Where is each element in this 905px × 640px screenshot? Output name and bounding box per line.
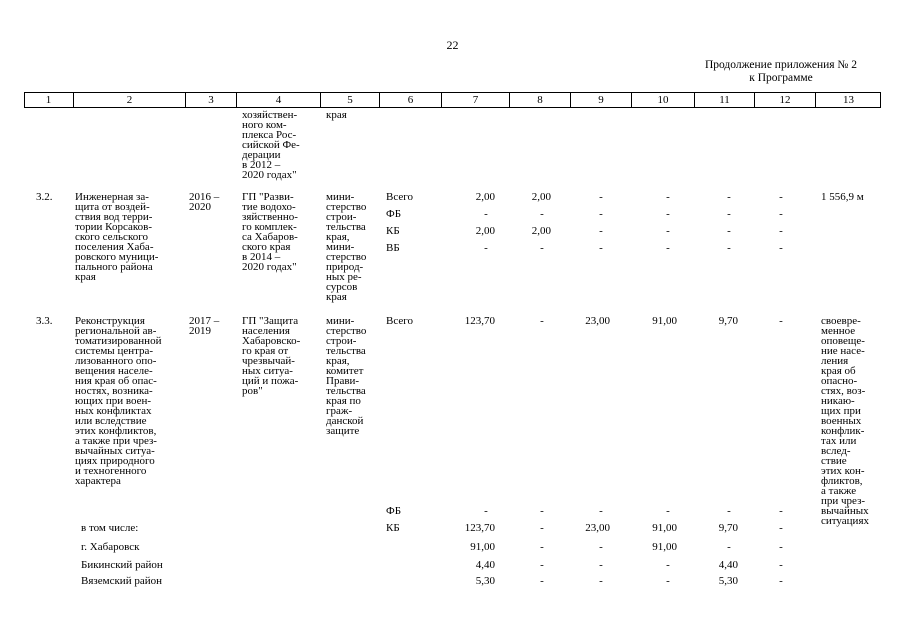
row-3-2-value: -: [599, 191, 603, 203]
row-3-2-value: -: [727, 208, 731, 220]
row-3-3-result: своевре- менное оповеще- ние насе- ления края об опасно- стях, воз- никаю- щих при военных конфлик- тах или вслед- ствие этих кон- фликтов, а также при чрез- вычайных ситуациях: [821, 315, 870, 527]
district-value: 91,00: [470, 541, 495, 553]
header-col-11: 11: [694, 93, 754, 107]
district-value: 4,40: [475, 559, 495, 571]
header-col-3: 3: [185, 93, 236, 107]
row-3-3-kb-value: -: [540, 522, 544, 534]
carry-over-program: хозяйствен- ного ком- плекса Рос- сийской Фе- дерации в 2012 – 2020 годах": [242, 109, 300, 181]
row-3-3-program: ГП "Защита населения Хабаровско- го края от чрезвычай- ных ситуа- ций и пожа- ров": [242, 315, 301, 397]
row-3-2-value: -: [540, 242, 544, 254]
header-col-10: 10: [631, 93, 694, 107]
row-3-2-value: 2,00: [475, 191, 495, 203]
district-value: -: [666, 575, 670, 587]
row-3-2-program: ГП "Разви- тие водохо- зяйственно- го комплек- са Хабаров- ского края в 2014 – 2020 годах": [242, 191, 298, 273]
table-header-row: [24, 92, 881, 108]
header-col-4: 4: [236, 93, 320, 107]
district-name: Бикинский район: [81, 559, 163, 571]
district-value: -: [599, 541, 603, 553]
district-value: -: [666, 559, 670, 571]
row-3-2-source-3: ВБ: [386, 242, 400, 254]
row-3-2-value: -: [727, 242, 731, 254]
row-3-2-source-1: ФБ: [386, 208, 402, 220]
row-3-3-fb-value: -: [599, 505, 603, 517]
row-3-3-total-value: -: [779, 315, 783, 327]
district-value: -: [727, 541, 731, 553]
row-3-3-total-value: 9,70: [718, 315, 738, 327]
header-col-5: 5: [320, 93, 379, 107]
row-3-2-value: -: [666, 242, 670, 254]
row-3-3-kb-value: -: [779, 522, 783, 534]
row-3-3-fb-value: -: [727, 505, 731, 517]
row-3-2-value: -: [666, 208, 670, 220]
row-3-2-value: -: [599, 242, 603, 254]
row-3-2-years: 2016 – 2020: [189, 191, 220, 213]
header-col-1: 1: [45, 94, 52, 106]
district-value: -: [599, 575, 603, 587]
row-3-2-number: 3.2.: [36, 191, 53, 203]
row-3-2-value: -: [779, 191, 783, 203]
row-3-2-source-0: Всего: [386, 191, 413, 203]
row-3-2-value: -: [727, 225, 731, 237]
row-3-3-kb-value: 91,00: [652, 522, 677, 534]
row-3-2-result: 1 556,9 м: [821, 191, 864, 203]
row-3-3-fb-value: -: [484, 505, 488, 517]
header-col-2: 2: [73, 93, 185, 107]
header-col-8: 8: [509, 93, 570, 107]
district-value: -: [599, 559, 603, 571]
row-3-3-total-value: 23,00: [585, 315, 610, 327]
district-value: 5,30: [718, 575, 738, 587]
row-3-2-value: -: [484, 208, 488, 220]
row-3-3-fb-value: -: [666, 505, 670, 517]
row-3-3-kb-value: 23,00: [585, 522, 610, 534]
row-3-3-fb-value: -: [540, 505, 544, 517]
row-3-2-name: Инженерная за- щита от воздей- ствия вод терри- тории Корсаков- ского сельского поселения Хаба- ровского муници- пального района края: [75, 191, 159, 283]
continuation-note: Продолжение приложения № 2 к Программе: [704, 59, 858, 84]
row-3-2-value: -: [540, 208, 544, 220]
district-name: Вяземский район: [81, 575, 162, 587]
district-value: 4,40: [718, 559, 738, 571]
page-number: 22: [446, 38, 459, 52]
row-3-3-kb-label: КБ: [386, 522, 400, 534]
row-3-3-total-value: -: [540, 315, 544, 327]
district-value: 91,00: [652, 541, 677, 553]
row-3-2-value: 2,00: [531, 191, 551, 203]
row-3-2-value: -: [779, 242, 783, 254]
district-name: г. Хабаровск: [81, 541, 140, 553]
row-3-3-years: 2017 – 2019: [189, 315, 220, 337]
header-col-7: 7: [441, 93, 509, 107]
carry-over-executor: края: [326, 109, 347, 121]
row-3-3-fb-value: -: [779, 505, 783, 517]
row-3-2-value: 2,00: [531, 225, 551, 237]
district-value: -: [540, 559, 544, 571]
row-3-2-value: -: [599, 225, 603, 237]
row-3-3-total-value: 123,70: [464, 315, 495, 327]
district-value: -: [779, 575, 783, 587]
row-3-3-including-label: в том числе:: [81, 522, 139, 534]
row-3-3-total-label: Всего: [386, 315, 413, 327]
row-3-2-value: -: [666, 191, 670, 203]
row-3-3-executor: мини- стерство строи- тельства края, комитет Прави- тельства края по граж- данской защите: [326, 315, 367, 437]
district-value: -: [779, 559, 783, 571]
row-3-3-number: 3.3.: [36, 315, 53, 327]
row-3-2-source-2: КБ: [386, 225, 400, 237]
district-value: -: [540, 575, 544, 587]
row-3-3-kb-value: 9,70: [718, 522, 738, 534]
row-3-3-fb-label: ФБ: [386, 505, 402, 517]
header-col-9: 9: [570, 93, 631, 107]
row-3-2-value: -: [484, 242, 488, 254]
header-col-13: 13: [815, 93, 881, 107]
row-3-2-value: -: [666, 225, 670, 237]
row-3-2-value: -: [779, 225, 783, 237]
district-value: -: [540, 541, 544, 553]
header-col-6: 6: [379, 93, 441, 107]
row-3-3-total-value: 91,00: [652, 315, 677, 327]
row-3-3-kb-value: 123,70: [464, 522, 495, 534]
district-value: 5,30: [475, 575, 495, 587]
row-3-2-value: -: [599, 208, 603, 220]
row-3-2-value: -: [727, 191, 731, 203]
header-col-12: 12: [754, 93, 815, 107]
row-3-2-value: -: [779, 208, 783, 220]
row-3-3-name: Реконструкция региональной ав- томатизированной системы центра- лизованного опо- вещения населе- ния края об опас- ностях, возника- ющих при воен- ных конфликтах или вследствие этих конфликтов, а также при чрез- вычайных ситуа- циях природного и техногенного характера: [75, 315, 162, 487]
row-3-2-value: 2,00: [475, 225, 495, 237]
row-3-2-executor: мини- стерство строи- тельства края, мини- стерство природ- ных ре- сурсов края: [326, 191, 367, 303]
district-value: -: [779, 541, 783, 553]
